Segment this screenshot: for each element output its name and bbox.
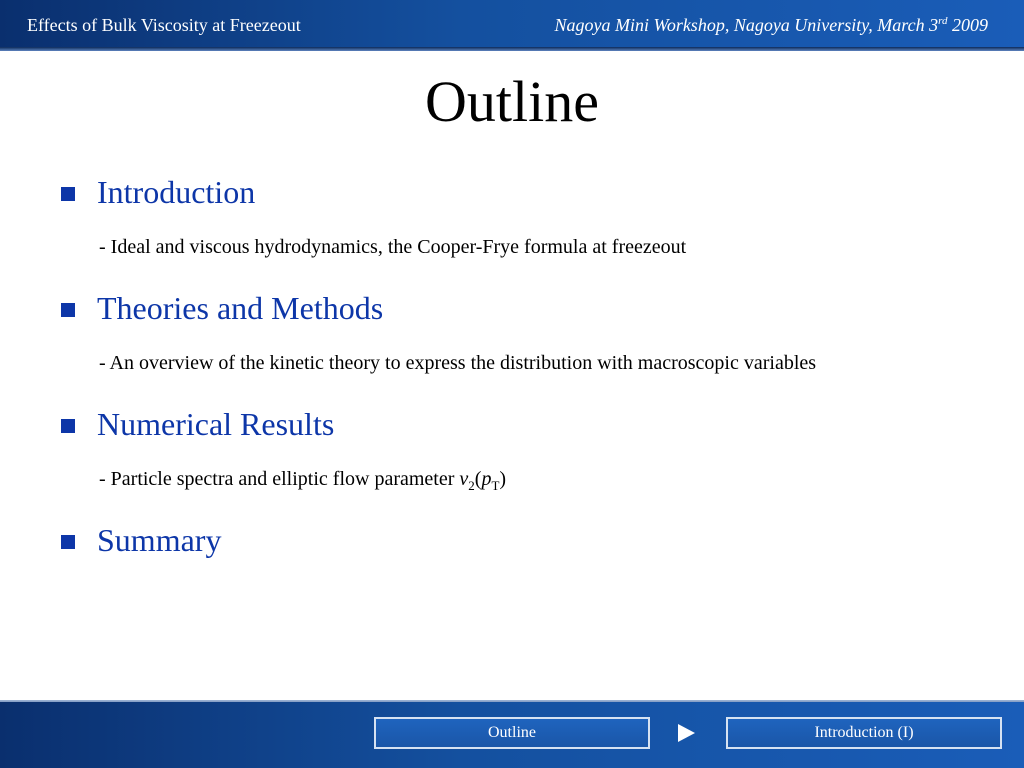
v-subscript: 2: [468, 478, 475, 493]
current-slide-button[interactable]: Outline: [374, 717, 650, 749]
play-arrow-icon[interactable]: [678, 724, 695, 742]
bullet-square-icon: [61, 419, 75, 433]
event-info-year: 2009: [947, 15, 988, 35]
section-heading-results: Numerical Results: [97, 406, 335, 442]
section-heading-summary: Summary: [97, 522, 222, 558]
v-symbol: v: [459, 468, 469, 490]
section-detail-theories: - An overview of the kinetic theory to express the distribution with macroscopic variables: [99, 352, 817, 374]
header-divider: [0, 47, 1024, 51]
close-paren: ): [499, 468, 507, 490]
section-heading-introduction: Introduction: [97, 174, 256, 210]
event-info: [554, 15, 988, 36]
bullet-square-icon: [61, 535, 75, 549]
results-detail-text: - Particle spectra and elliptic flow parameter: [99, 468, 460, 490]
open-paren: (: [474, 468, 482, 490]
section-detail-introduction: - Ideal and viscous hydrodynamics, the Cooper-Frye formula at freezeout: [99, 236, 687, 258]
section-detail-results: [99, 468, 506, 494]
presentation-title: Effects of Bulk Viscosity at Freezeout: [27, 15, 301, 35]
slide-title: Outline: [425, 69, 599, 134]
event-info-ordinal: rd: [938, 15, 948, 27]
section-heading-theories: Theories and Methods: [97, 290, 384, 326]
p-symbol: p: [481, 468, 492, 490]
bullet-square-icon: [61, 303, 75, 317]
event-info-text: Nagoya Mini Workshop, Nagoya University, March 3: [554, 15, 939, 35]
bullet-square-icon: [61, 187, 75, 201]
p-subscript: T: [491, 478, 500, 493]
next-slide-button[interactable]: Introduction (I): [726, 717, 1002, 749]
